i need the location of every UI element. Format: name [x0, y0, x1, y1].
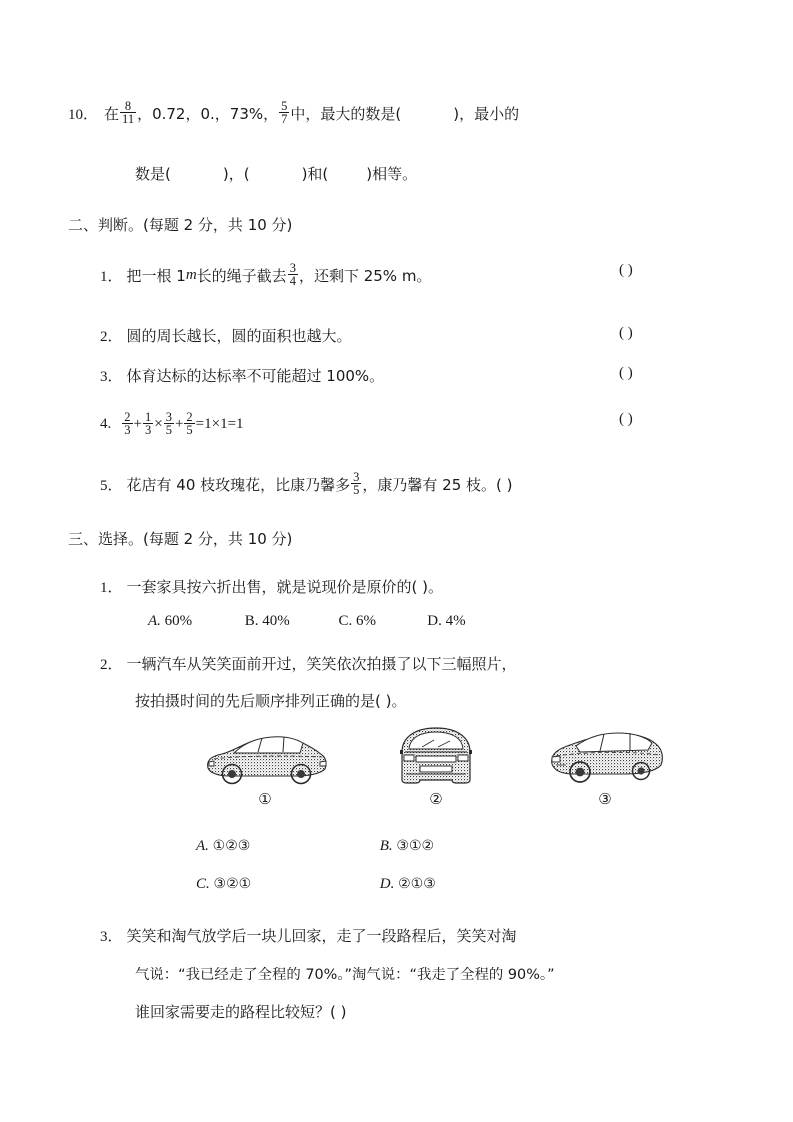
fraction-3-over-5 — [351, 471, 361, 498]
figure-caption: ① — [258, 790, 272, 808]
option-a[interactable] — [148, 613, 241, 630]
section2-answer-2[interactable]: ( ) — [619, 325, 633, 341]
fraction-denominator: 5 — [165, 423, 172, 438]
section3-question-3-line-1 — [100, 925, 517, 946]
option-b[interactable] — [380, 838, 434, 855]
question-10-text-b: ，0.72，0.，73%， — [137, 104, 279, 123]
option-d[interactable] — [380, 876, 436, 893]
equation-operator: =1×1=1 — [195, 415, 244, 432]
car-photo-1 — [200, 726, 330, 808]
option-key: A. — [148, 613, 161, 629]
question-10-line-2 — [135, 163, 417, 184]
question-10-text-a: 在 — [104, 104, 120, 123]
question-text-line-3[interactable]: 谁回家需要走的路程比较短？( ) — [135, 1003, 347, 1021]
car-side-view-icon — [200, 726, 330, 788]
fraction-2-over-5 — [184, 411, 194, 438]
section3-question-2-line-1 — [100, 653, 517, 674]
option-value: ②①③ — [398, 876, 436, 892]
option-c[interactable] — [196, 876, 376, 893]
fraction-numerator: 3 — [353, 469, 360, 484]
fraction-denominator: 11 — [122, 112, 135, 127]
equation-operator: + — [133, 415, 142, 432]
question-text-pre: 把一根 1 — [126, 266, 186, 285]
question-10-line-1 — [68, 100, 519, 127]
question-text-post: ，还剩下 25% m。 — [298, 266, 432, 285]
question-10-line2-d: )相等。 — [366, 165, 418, 183]
section3-q1-options — [148, 613, 466, 630]
section2-answer-1[interactable]: ( ) — [619, 262, 633, 278]
question-label: 2． — [100, 329, 123, 345]
option-value: 6% — [356, 613, 377, 629]
section2-question-2 — [100, 325, 352, 346]
option-d[interactable] — [427, 613, 465, 630]
option-key: C. — [338, 613, 353, 629]
fraction-numerator: 5 — [281, 98, 288, 113]
car-three-quarter-view-icon — [542, 724, 668, 788]
section3-question-2-line-2 — [135, 690, 406, 711]
question-10-line2-c: )和( — [301, 165, 329, 183]
option-key: B. — [244, 613, 259, 629]
question-text-pre: 花店有 40 枝玫瑰花，比康乃馨多 — [126, 475, 351, 494]
question-10-number: 10． — [68, 106, 99, 123]
option-key: D. — [427, 613, 442, 629]
car-front-view-icon — [386, 722, 486, 788]
figure-caption: ③ — [598, 790, 612, 808]
fraction-1-over-3 — [143, 411, 153, 438]
option-b[interactable] — [245, 613, 335, 630]
section2-question-1 — [100, 262, 431, 289]
section2-question-5 — [100, 471, 513, 498]
option-key: D. — [379, 876, 395, 892]
car-photo-2 — [386, 722, 486, 808]
option-a[interactable] — [196, 838, 376, 855]
question-text-line-1: 一辆汽车从笑笑面前开过，笑笑依次拍摄了以下三幅照片， — [126, 655, 517, 673]
option-key: A. — [196, 838, 209, 854]
fraction-numerator: 1 — [144, 409, 152, 424]
question-label: 2． — [100, 657, 123, 673]
question-label: 3． — [100, 369, 123, 385]
fraction-numerator: 2 — [124, 409, 131, 424]
option-key: C. — [196, 876, 210, 892]
section2-answer-3[interactable]: ( ) — [619, 365, 633, 381]
question-text: 体育达标的达标率不可能超过 100%。 — [126, 367, 385, 385]
fraction-denominator: 3 — [144, 423, 152, 438]
question-text: 圆的周长越长，圆的面积也越大。 — [126, 327, 352, 345]
section3-question-3-line-3 — [135, 1001, 346, 1022]
fraction-numerator: 3 — [165, 409, 172, 424]
equation-expression — [121, 411, 243, 438]
fraction-2-over-3 — [122, 411, 132, 438]
section2-question-4 — [100, 411, 244, 438]
unit-meter: m — [185, 266, 197, 283]
option-value: 40% — [262, 613, 290, 629]
car-photo-3 — [542, 724, 668, 808]
section2-answer-4[interactable]: ( ) — [619, 411, 633, 427]
question-text-post[interactable]: ，康乃馨有 25 枝。( ) — [362, 475, 513, 494]
question-text-line-2: 气说：“我已经走了全程的 70%。”淘气说：“我走了全程的 90%。” — [135, 967, 555, 983]
option-value: ①②③ — [212, 838, 251, 854]
question-10-line2-b: )，( — [222, 165, 250, 183]
fraction-3-over-4 — [288, 262, 298, 289]
question-label: 1． — [100, 580, 123, 596]
fraction-5-over-7 — [279, 100, 289, 127]
fraction-denominator: 7 — [281, 112, 288, 127]
question-label: 3． — [100, 929, 123, 945]
section3-q2-options-row-2 — [196, 876, 436, 893]
option-value: ③①② — [396, 838, 435, 854]
section3-question-3-line-2 — [135, 963, 555, 984]
question-text[interactable]: 一套家具按六折出售，就是说现价是原价的( )。 — [126, 578, 443, 596]
question-label: 1． — [100, 268, 123, 285]
fraction-denominator: 3 — [124, 423, 131, 438]
section-3-heading: 三、选择。(每题 2 分，共 10 分) — [68, 530, 293, 548]
section3-q2-options-row-1 — [196, 838, 434, 855]
option-key: B. — [379, 838, 393, 854]
fraction-numerator: 3 — [289, 260, 296, 275]
question-10-text-c: 中，最大的数是( — [290, 104, 402, 123]
fraction-3-over-5 — [164, 411, 174, 438]
question-label: 4. — [100, 415, 112, 432]
fraction-denominator: 5 — [186, 423, 193, 438]
fraction-denominator: 4 — [289, 274, 296, 289]
fraction-numerator: 2 — [186, 409, 193, 424]
fraction-8-over-11 — [120, 100, 136, 127]
car-photo-figure-group — [200, 722, 668, 808]
question-10-text-d: )，最小的 — [453, 104, 520, 123]
section2-question-3 — [100, 365, 384, 386]
question-label: 5． — [100, 477, 123, 494]
section3-question-1 — [100, 576, 443, 597]
question-text-line-1: 笑笑和淘气放学后一块儿回家，走了一段路程后，笑笑对淘 — [126, 927, 517, 945]
question-10-line2-a: 数是( — [135, 165, 171, 183]
option-c[interactable] — [339, 613, 424, 630]
option-value: 4% — [445, 613, 466, 629]
question-text-line-2[interactable]: 按拍摄时间的先后顺序排列正确的是( )。 — [135, 692, 407, 710]
fraction-denominator: 5 — [353, 483, 360, 498]
equation-operator: + — [174, 415, 184, 432]
question-text-mid: 长的绳子截去 — [196, 266, 287, 285]
option-value: ③②① — [213, 876, 252, 892]
option-value: 60% — [164, 613, 193, 629]
fraction-numerator: 8 — [124, 98, 132, 113]
section-2-heading: 二、判断。(每题 2 分，共 10 分) — [68, 216, 293, 234]
equation-operator: × — [154, 415, 163, 432]
figure-caption: ② — [429, 790, 443, 808]
